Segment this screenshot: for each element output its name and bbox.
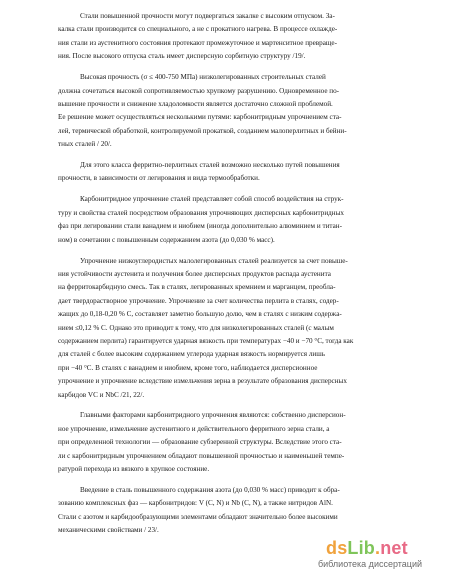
paragraph-4: [58, 193, 418, 247]
paragraph-3: [58, 159, 418, 186]
logo-lib-text: Lib: [347, 538, 375, 558]
logo-ds-text: ds: [326, 538, 348, 558]
text-line: Упрочнение низкоуглеродистых малолегированных сталей реализуется за счет повыше-: [80, 256, 348, 265]
text-line: для сталей с более высоким содержанием углерода ударная вязкость нормируется лишь: [58, 350, 326, 359]
paragraph-7: [58, 484, 418, 538]
text-line: Главными факторами карбонитридного упрочнения являются: собственно дисперсион-: [80, 411, 346, 420]
text-line: вышение прочности и снижение хладоломкости является достаточно сложной проблемой.: [58, 99, 333, 108]
text-line: упрочнение и упрочнение вследствие измельчения зерна в результате образования дисперсных: [58, 377, 347, 386]
text-line: тных сталей / 20/.: [58, 140, 112, 149]
watermark-subtitle: библиотека диссертаций: [318, 559, 423, 569]
document-page: [58, 10, 418, 545]
text-line: ное упрочнение, измельчение аустенитного и действительного ферритного зерна стали, а: [58, 424, 330, 433]
text-line: на ферритокарбидную смесь. Так в сталях, легированных кремнием и марганцем, преобла-: [58, 283, 336, 292]
text-line: Стали повышенной прочности могут подвергаться закалке с высоким отпуском. За-: [80, 12, 335, 20]
text-line: ном) в сочетании с повышенным содержанием азота (до 0,030 % масс).: [58, 235, 275, 244]
text-line: зованию комплексных фаз — карбонитридов: V (С, N) и Nb (С, N), а также нитридов АlN.: [58, 499, 333, 508]
paragraph-2: [58, 71, 418, 151]
dslib-watermark: [318, 536, 436, 572]
text-line: жащих до 0,18-0,20 % С, составляет заметно большую долю, чем в сталях с низким содержа-: [58, 310, 342, 319]
text-line: Карбонитридное упрочнение сталей представляет собой способ воздействия на струк-: [80, 195, 344, 204]
logo-net-text: net: [380, 538, 408, 558]
text-line: Стали с азотом и карбидообразующими элементами обладают значительно более высокими: [58, 512, 338, 521]
paragraph-6: [58, 409, 418, 476]
text-line: карбидов VС и NbС /21, 22/.: [58, 390, 145, 399]
text-line: Введение в сталь повышенного содержания азота (до 0,030 % масс) приводит к обра-: [80, 486, 340, 494]
text-line: калка стали производится со специального, а не с прокатного нагрева. В процессе охлажде-: [58, 25, 338, 34]
text-line: ния устойчивости аустенита и получения более дисперсных продуктов распада аустенита: [58, 269, 331, 278]
text-line: нием ≤0,12 % С. Однако это приводит к тому, что для низколегированных сталей (с малым: [58, 323, 334, 332]
text-line: должна сочетаться высокой сопротивляемостью хрупкому разрушению. Одновременное по-: [58, 86, 340, 95]
text-line: ли с карбонитридным упрочнением обладают повышенной прочностью и наименьшей темпе-: [58, 451, 345, 460]
text-line: ния. После высокого отпуска сталь имеет дисперсную сорбитную структуру /19/.: [58, 52, 306, 61]
text-line: при −40 °С. В сталях с ванадием и ниобием, кроме того, наблюдается дисперсионное: [58, 363, 318, 372]
text-line: туру и свойства сталей посредством образования упрочняющих дисперсных карбонитридных: [58, 208, 344, 217]
text-line: дает твердорастворное упрочнение. Упрочнение за счет количества перлита в сталях, содер-: [58, 296, 339, 305]
text-line: лей, термической обработкой, контролируемой прокаткой, созданием малоперлитных и бейни-: [58, 126, 347, 135]
text-line: механическими свойствами / 23/.: [58, 526, 159, 535]
text-line: при определенной технологии — образование субзеренной структуры. Вследствие этого ста-: [58, 438, 342, 447]
text-line: Ее решение может осуществляться несколькими путями: карбонитридным упрочнением ста-: [58, 113, 342, 122]
text-line: Для этого класса ферритно-перлитных сталей возможно несколько путей повышения: [80, 161, 340, 170]
text-line: Высокая прочность (σ ≤ 400-750 МПа) низколегированных строительных сталей: [80, 73, 326, 82]
dslib-logo: [326, 538, 408, 559]
text-line: прочности, в зависимости от легирования и вида термообработки.: [58, 174, 260, 183]
logo-dot-text: .: [375, 538, 381, 558]
text-line: ратурой перехода из вязкого в хрупкое состояние.: [58, 465, 210, 474]
paragraph-5: [58, 255, 418, 402]
paragraph-1: [58, 10, 418, 64]
text-line: фаз при легировании стали ванадием и ниобием (иногда дополнительно алюминием и титан-: [58, 222, 342, 231]
text-line: ния стали из аустенитного состояния протекают промежуточное и мартенситное превраще-: [58, 38, 337, 47]
text-line: содержанием перлита) гарантируется ударная вязкость при температурах −40 и −70 °С, тогда как: [58, 336, 354, 345]
